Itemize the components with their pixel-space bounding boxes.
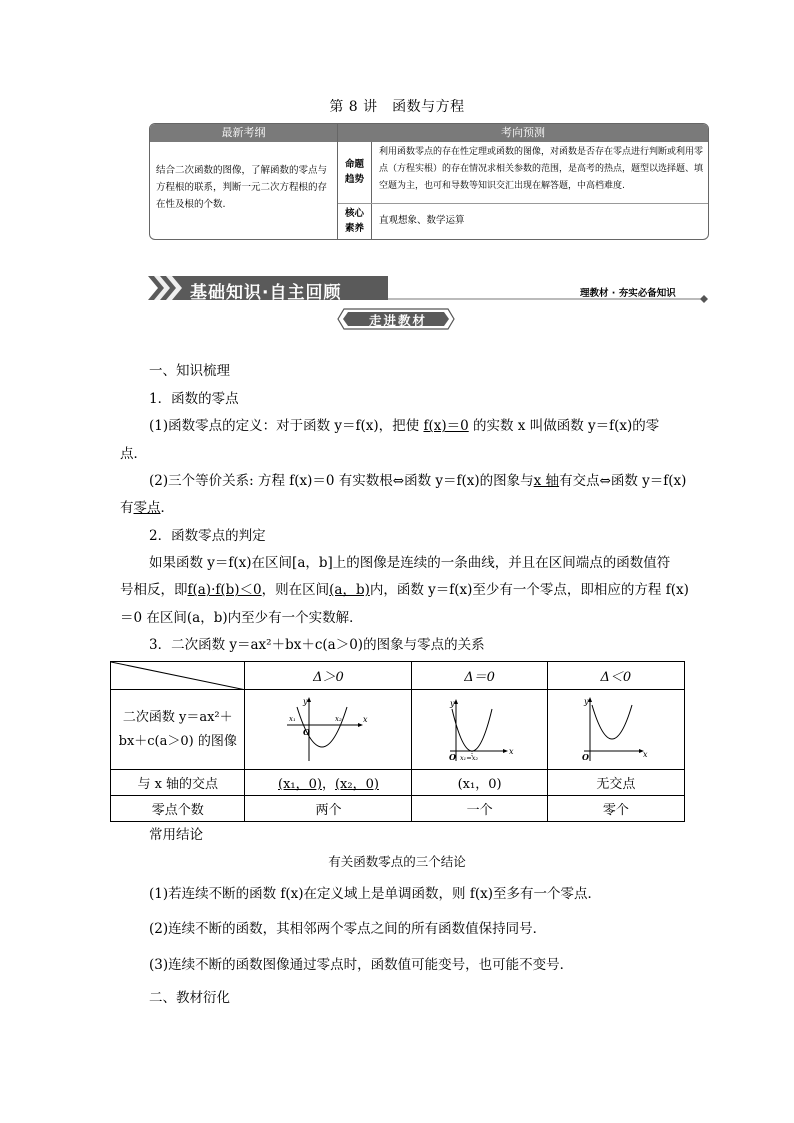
outline-header-forecast: 考向预测 [338, 124, 708, 142]
axis-x-label: x [642, 749, 648, 759]
subsection-title-1: 1．函数的零点 [149, 391, 239, 407]
trend-label: 命题 趋势 [344, 159, 364, 185]
header-delta-negative: Δ＜0 [547, 662, 684, 690]
outline-header-syllabus: 最新考纲 [150, 124, 337, 142]
syllabus-text: 结合二次函数的图像，了解函数的零点与方程根的联系，判断一元二次方程根的存在性及根的个数. [156, 165, 328, 210]
intersection-one: (x₁，0) [412, 770, 547, 796]
axis-y-label: y [449, 698, 455, 708]
origin-label: O [448, 751, 456, 762]
paragraph-judgement-3: ＝0 在区间(a，b)内至少有一个实数解． [120, 610, 363, 626]
origin-label: O [581, 751, 589, 762]
banner-right-text: 理教材 · 夯实必备知识 [580, 288, 676, 299]
header-delta-zero: Δ＝0 [412, 662, 547, 690]
corner-cell [111, 662, 245, 690]
graph-two-roots [245, 690, 412, 770]
row-label-intersection: 与 x 轴的交点 [111, 770, 245, 796]
row-label-zero-count: 零点个数 [111, 796, 245, 822]
paragraph-equivalence: (2)三个等价关系: 方程 f(x)＝0 有实数根⇔函数 y＝f(x)的图象与x 轴有交点⇔函数 y＝f(x) [149, 473, 687, 489]
origin-label: O [303, 726, 311, 737]
axis-y-label: y [303, 696, 308, 706]
paragraph-judgement-2: 号相反，即f(a)·f(b)＜0，则在区间(a，b)内，函数 y＝f(x)至少有一个零点，即相应的方程 f(x) [120, 582, 689, 598]
axis-x-label: x [508, 746, 514, 756]
paragraph-zero-definition-end: 点． [120, 446, 147, 462]
conclusion-3: (3)连续不断的函数图像通过零点时，函数值可能变号，也可能不变号． [149, 957, 574, 973]
banner-subtitle: 走进教材 [368, 313, 427, 328]
subsection-title-2: 2．函数零点的判定 [149, 528, 266, 544]
axis-x-label: x [363, 714, 368, 724]
intersection-two: (x₁，0)，(x₂，0) [245, 770, 412, 796]
zero-count-one: 一个 [412, 796, 547, 822]
zero-count-zero: 零个 [547, 796, 684, 822]
axis-y-label: y [583, 696, 589, 706]
conclusion-2: (2)连续不断的函数，其相邻两个零点之间的所有函数值保持同号． [149, 921, 547, 937]
outline-divider [338, 203, 708, 204]
graph-one-root [412, 690, 547, 770]
outline-divider [371, 142, 372, 239]
root-x1-equals-x2-label: x₁=x₂ [459, 753, 478, 762]
intersection-none: 无交点 [547, 770, 684, 796]
quadratic-zero-table [110, 661, 685, 822]
trend-text: 利用函数零点的存在性定理或函数的图像，对函数是否存在零点进行判断或利用零点（方程实根）的存在情况求相关参数的范围，是高考的热点，题型以选择题、填空题为主，也可和导数等知识交汇出现在解答题，中高档难度. [379, 147, 704, 191]
zero-count-two: 两个 [245, 796, 412, 822]
common-conclusion-title: 有关函数零点的三个结论 [328, 854, 466, 869]
graph-no-root [547, 690, 684, 770]
header-delta-positive: Δ＞0 [245, 662, 412, 690]
conclusion-1: (1)若连续不断的函数 f(x)在定义域上是单调函数，则 f(x)至多有一个零点． [149, 886, 601, 902]
section-heading-1: 一、知识梳理 [149, 363, 230, 379]
paragraph-judgement-1: 如果函数 y＝f(x)在区间[a，b]上的图像是连续的一条曲线，并且在区间端点的函数值符 [149, 555, 671, 571]
row-label-graph: 二次函数 y＝ax²＋ bx＋c(a＞0) 的图像 [111, 690, 245, 770]
literacy-text: 直观想象、数学运算 [379, 215, 465, 226]
paragraph-zero-definition: (1)函数零点的定义：对于函数 y＝f(x)，把使 f(x)＝0 的实数 x 叫做函数 y＝f(x)的零 [149, 418, 660, 434]
outline-table [149, 123, 709, 240]
subsection-title-3: 3．二次函数 y＝ax²＋bx＋c(a＞0)的图象与零点的关系 [149, 637, 485, 653]
root-x2-label: x₂ [335, 714, 343, 723]
page-title: 第 8 讲 函数与方程 [329, 99, 465, 115]
literacy-label: 核心 素养 [344, 208, 364, 234]
paragraph-equivalence-end: 有零点． [120, 500, 174, 516]
common-conclusion-heading: 常用结论 [149, 827, 203, 843]
section-heading-2: 二、教材衍化 [149, 990, 230, 1006]
banner-title: 基础知识·自主回顾 [190, 283, 342, 303]
root-x1-label: x₁ [289, 714, 297, 723]
